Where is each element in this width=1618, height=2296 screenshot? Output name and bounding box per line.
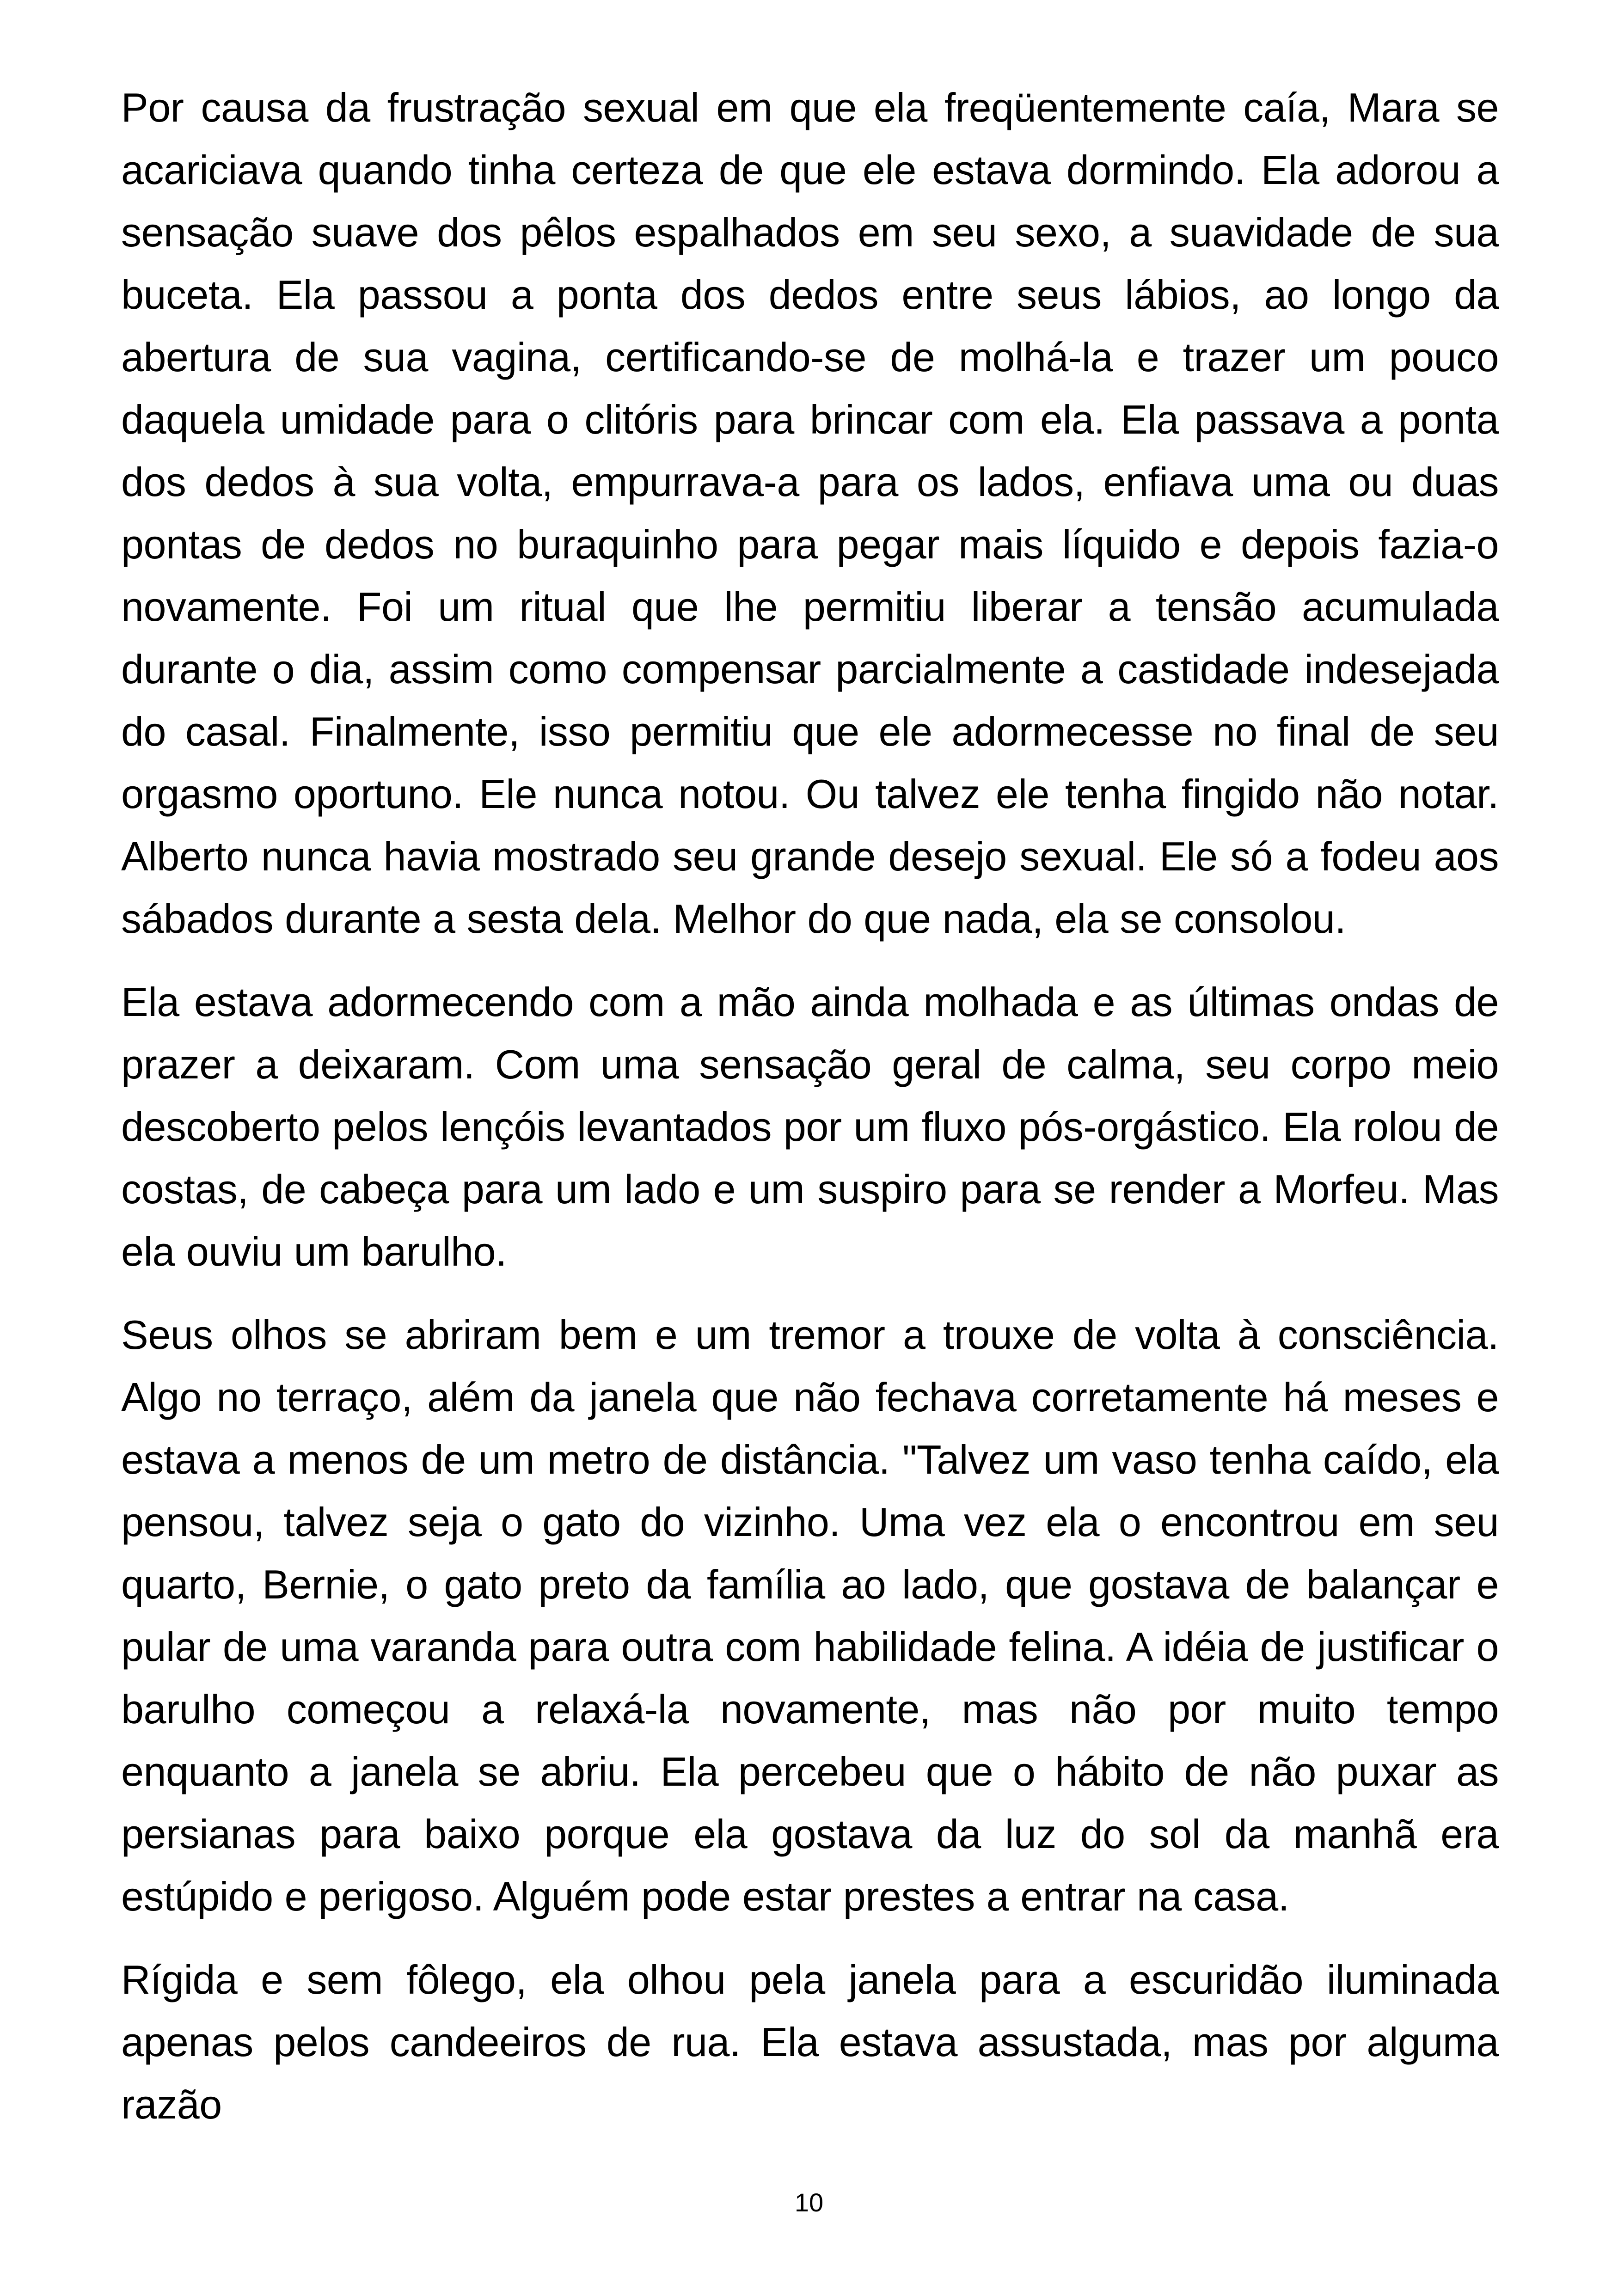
body-text: [121, 76, 1499, 2156]
paragraph-3: Seus olhos se abriram bem e um tremor a trouxe de volta à consciência. Algo no terraço, além da janela que não fechava corretamente há meses e estava a menos de um metro de distância. "Talvez um vaso tenha caído, ela pensou, talvez seja o gato do vizinho. Uma vez ela o encontrou em seu quarto, Bernie, o gato preto da família ao lado, que gostava de balançar e pular de uma varanda para outra com habilidade felina. A idéia de justificar o barulho começou a relaxá-la novamente, mas não por muito tempo enquanto a janela se abriu. Ela percebeu que o hábito de não puxar as persianas para baixo porque ela gostava da luz do sol da manhã era estúpido e perigoso. Alguém pode estar prestes a entrar na casa.: [121, 1312, 1499, 1919]
page-number: 10: [794, 2188, 824, 2217]
paragraph-1: Por causa da frustração sexual em que ela freqüentemente caía, Mara se acariciava quando tinha certeza de que ele estava dormindo. Ela adorou a sensação suave dos pêlos espalhados em seu sexo, a suavidade de sua buceta. Ela passou a ponta dos dedos entre seus lábios, ao longo da abertura de sua vagina, certificando-se de molhá-la e trazer um pouco daquela umidade para o clitóris para brincar com ela. Ela passava a ponta dos dedos à sua volta, empurrava-a para os lados, enfiava uma ou duas pontas de dedos no buraquinho para pegar mais líquido e depois fazia-o novamente. Foi um ritual que lhe permitiu liberar a tensão acumulada durante o dia, assim como compensar parcialmente a castidade indesejada do casal. Finalmente, isso permitiu que ele adormecesse no final de seu orgasmo oportuno. Ele nunca notou. Ou talvez ele tenha fingido não notar. Alberto nunca havia mostrado seu grande desejo sexual. Ele só a fodeu aos sábados durante a sesta dela. Melhor do que nada, ela se consolou.: [121, 85, 1499, 942]
paragraph-4: Rígida e sem fôlego, ela olhou pela janela para a escuridão iluminada apenas pelos candeeiros de rua. Ela estava assustada, mas por alguma razão: [121, 1957, 1499, 2127]
paragraph-2: Ela estava adormecendo com a mão ainda molhada e as últimas ondas de prazer a deixaram. Com uma sensação geral de calma, seu corpo meio descoberto pelos lençóis levantados por um fluxo pós-orgástico. Ela rolou de costas, de cabeça para um lado e um suspiro para se render a Morfeu. Mas ela ouviu um barulho.: [121, 979, 1499, 1274]
